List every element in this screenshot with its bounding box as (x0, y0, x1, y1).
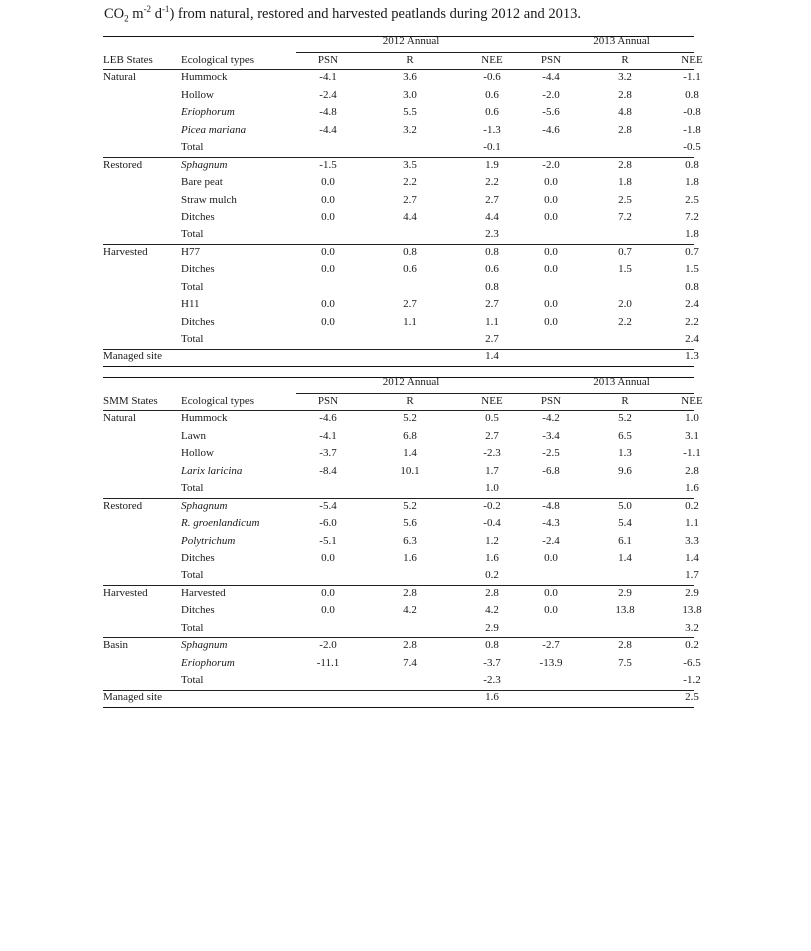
value-cell: 0.5 (485, 412, 499, 425)
value-cell: -4.3 (542, 517, 560, 530)
value-cell: 2.9 (685, 586, 699, 599)
ecological-type-cell: Ditches (181, 210, 215, 223)
state-cell: Restored (103, 158, 143, 171)
column-header: Ecological types (181, 54, 255, 66)
table-row (103, 567, 699, 584)
value-cell: 2.9 (485, 621, 499, 634)
state-cell: Basin (103, 639, 129, 652)
table-row (103, 515, 699, 532)
column-header: NEE (681, 395, 703, 407)
ecological-type-cell: Harvested (181, 586, 226, 599)
table-row (103, 157, 699, 174)
value-cell: -1.2 (683, 674, 701, 686)
value-cell: 7.2 (685, 210, 699, 223)
state-cell: Restored (103, 499, 143, 512)
value-cell: 2.3 (485, 228, 499, 241)
value-cell: 2.4 (685, 298, 699, 311)
table-row (103, 192, 699, 209)
value-cell: 2.2 (618, 315, 632, 328)
value-cell: 2.8 (403, 586, 417, 599)
value-cell: 1.8 (685, 176, 699, 189)
smm-flux-table (103, 376, 703, 707)
value-cell: 2.5 (685, 193, 699, 206)
column-header: PSN (317, 54, 339, 66)
ecological-type-cell: Sphagnum (181, 158, 228, 171)
value-cell: 5.6 (403, 517, 417, 530)
year-header-2012: 2012 Annual (382, 376, 440, 388)
value-cell: 0.0 (321, 263, 335, 276)
value-cell: -2.0 (542, 158, 560, 171)
value-cell: -2.4 (542, 534, 560, 547)
value-cell: 2.7 (485, 298, 499, 311)
ecological-type-cell: Ditches (181, 315, 215, 328)
value-cell: 3.2 (618, 71, 632, 84)
value-cell: 0.0 (321, 604, 335, 617)
table-row (103, 585, 699, 602)
ecological-type-cell: H11 (181, 298, 200, 311)
table-caption: $CO_2$ $m^{-2}$ $d^{-1}$) from natural, restored and harvested peatlands during 2012 and 2013. (104, 4, 581, 24)
value-cell: -2.7 (542, 639, 560, 652)
ecological-type-cell: Eriophorum (181, 106, 235, 119)
value-cell: -4.8 (542, 499, 560, 512)
table-bottom-rule (103, 366, 694, 367)
value-cell: 2.7 (485, 429, 499, 442)
value-cell: 1.7 (685, 569, 699, 582)
value-cell: 1.9 (485, 158, 499, 171)
value-cell: 7.5 (618, 656, 632, 669)
value-cell: 2.7 (485, 333, 499, 345)
value-cell: 6.1 (618, 534, 632, 547)
value-cell: -2.5 (542, 447, 560, 460)
value-cell: -0.4 (483, 517, 501, 530)
column-header-row (103, 52, 703, 69)
value-cell: 4.4 (403, 210, 417, 223)
column-header: NEE (481, 54, 503, 66)
value-cell: -13.9 (539, 656, 563, 669)
value-cell: 3.1 (685, 429, 699, 442)
value-cell: 2.7 (485, 193, 499, 206)
column-header: Ecological types (181, 395, 255, 407)
column-header: R (406, 395, 414, 407)
value-cell: 0.0 (544, 298, 558, 311)
column-header: R (406, 54, 414, 66)
ecological-type-cell: Total (181, 280, 204, 293)
ecological-type-cell: Total (181, 333, 204, 345)
value-cell: 0.8 (685, 280, 699, 293)
year-header-2012: 2012 Annual (382, 35, 440, 47)
value-cell: 1.8 (685, 228, 699, 241)
value-cell: 1.4 (685, 551, 699, 564)
value-cell: 1.3 (685, 350, 699, 363)
value-cell: 1.6 (403, 551, 417, 564)
ecological-type-cell: Lawn (181, 429, 207, 442)
value-cell: -5.6 (542, 106, 560, 119)
column-header: R (621, 395, 629, 407)
value-cell: 2.5 (618, 193, 632, 206)
value-cell: 0.0 (544, 551, 558, 564)
state-cell: Managed site (103, 350, 162, 363)
ecological-type-cell: Hummock (181, 71, 228, 84)
value-cell: -0.6 (483, 71, 501, 84)
table-row (103, 672, 701, 689)
value-cell: 5.4 (618, 517, 632, 530)
value-cell: 0.8 (485, 639, 499, 652)
value-cell: 2.8 (485, 586, 499, 599)
value-cell: 2.9 (618, 586, 632, 599)
ecological-type-cell: Picea mariana (181, 123, 247, 136)
value-cell: 0.0 (544, 586, 558, 599)
table-bottom-rule (103, 707, 694, 708)
column-header: LEB States (103, 54, 153, 66)
value-cell: -2.0 (542, 88, 560, 101)
value-cell: 7.4 (403, 656, 417, 669)
table-row (103, 261, 699, 278)
value-cell: 13.8 (682, 604, 702, 617)
value-cell: -0.2 (483, 499, 501, 512)
value-cell: 2.5 (685, 691, 699, 704)
value-cell: -2.3 (483, 447, 501, 460)
column-header: PSN (317, 395, 339, 407)
table-row (103, 498, 699, 515)
value-cell: -3.4 (542, 429, 560, 442)
value-cell: -6.0 (319, 517, 337, 530)
value-cell: 2.8 (685, 464, 699, 477)
value-cell: 0.0 (544, 263, 558, 276)
value-cell: 0.0 (544, 176, 558, 189)
ecological-type-cell: Hummock (181, 412, 228, 425)
table-row (103, 244, 699, 261)
value-cell: 3.2 (685, 621, 699, 634)
value-cell: 0.0 (321, 298, 335, 311)
value-cell: 3.0 (403, 88, 417, 101)
leb-flux-table (103, 35, 703, 366)
ecological-type-cell: Ditches (181, 263, 215, 276)
value-cell: -4.1 (319, 429, 337, 442)
value-cell: -4.6 (542, 123, 560, 136)
ecological-type-cell: Total (181, 228, 204, 241)
value-cell: 0.0 (321, 245, 335, 258)
value-cell: 1.5 (618, 263, 632, 276)
column-header: NEE (681, 54, 703, 66)
value-cell: 0.0 (544, 193, 558, 206)
table-row (103, 689, 699, 706)
ecological-type-cell: Total (181, 141, 204, 154)
value-cell: -4.1 (319, 71, 337, 84)
table-row (103, 279, 699, 296)
table-row (103, 480, 699, 497)
value-cell: 0.6 (485, 263, 499, 276)
value-cell: -0.5 (683, 141, 701, 154)
value-cell: 1.4 (403, 447, 417, 460)
state-cell: Harvested (103, 245, 148, 258)
value-cell: 1.4 (618, 551, 632, 564)
year-header-row (103, 36, 694, 52)
value-cell: 0.0 (544, 245, 558, 258)
value-cell: 0.8 (485, 280, 499, 293)
value-cell: 4.2 (403, 604, 417, 617)
value-cell: -0.8 (683, 106, 701, 119)
value-cell: 2.8 (618, 88, 632, 101)
value-cell: -5.4 (319, 499, 337, 512)
value-cell: -4.6 (319, 412, 337, 425)
value-cell: -1.1 (683, 447, 701, 460)
ecological-type-cell: Polytrichum (181, 534, 236, 547)
value-cell: 5.2 (403, 412, 417, 425)
column-header: PSN (540, 395, 562, 407)
table-row (103, 122, 701, 139)
value-cell: 9.6 (618, 464, 632, 477)
table-row (103, 348, 699, 365)
column-header: SMM States (103, 395, 158, 407)
value-cell: 0.8 (403, 245, 417, 258)
year-header-2013: 2013 Annual (593, 376, 650, 388)
value-cell: -4.2 (542, 412, 560, 425)
ecological-type-cell: Total (181, 482, 204, 495)
value-cell: 3.2 (403, 123, 417, 136)
value-cell: 2.7 (403, 193, 417, 206)
ecological-type-cell: Ditches (181, 551, 215, 564)
value-cell: 0.0 (544, 210, 558, 223)
value-cell: 1.4 (485, 350, 499, 363)
value-cell: -1.3 (483, 123, 501, 136)
value-cell: 4.2 (485, 604, 499, 617)
value-cell: 0.7 (618, 245, 632, 258)
ecological-type-cell: Total (181, 674, 204, 686)
ecological-type-cell: H77 (181, 245, 200, 258)
value-cell: 13.8 (615, 604, 635, 617)
ecological-type-cell: Total (181, 569, 204, 582)
value-cell: 1.1 (685, 517, 699, 530)
value-cell: 1.6 (685, 482, 699, 495)
value-cell: 0.7 (685, 245, 699, 258)
value-cell: -8.4 (319, 464, 337, 477)
value-cell: 0.8 (685, 158, 699, 171)
value-cell: 2.2 (403, 176, 417, 189)
value-cell: 0.0 (544, 604, 558, 617)
value-cell: 0.0 (544, 315, 558, 328)
value-cell: 3.5 (403, 158, 417, 171)
value-cell: -1.8 (683, 123, 701, 136)
table-row (103, 139, 701, 156)
column-header: PSN (540, 54, 562, 66)
table-row (103, 69, 701, 86)
state-cell: Natural (103, 71, 136, 84)
state-cell: Harvested (103, 586, 148, 599)
value-cell: 5.5 (403, 106, 417, 119)
table-row (103, 445, 701, 462)
table-row (103, 463, 699, 480)
table-row (103, 331, 699, 348)
value-cell: 0.0 (321, 586, 335, 599)
value-cell: -5.1 (319, 534, 337, 547)
value-cell: 5.2 (403, 499, 417, 512)
value-cell: 2.8 (618, 123, 632, 136)
value-cell: -6.5 (683, 656, 701, 669)
table-row (103, 209, 699, 226)
value-cell: 2.2 (485, 176, 499, 189)
value-cell: 5.0 (618, 499, 632, 512)
table-row (103, 87, 699, 104)
value-cell: -2.0 (319, 639, 337, 652)
value-cell: 2.2 (685, 315, 699, 328)
value-cell: 1.7 (485, 464, 499, 477)
ecological-type-cell: Total (181, 621, 204, 634)
value-cell: 0.0 (321, 551, 335, 564)
value-cell: -6.8 (542, 464, 560, 477)
value-cell: -2.3 (483, 674, 501, 686)
state-cell: Natural (103, 412, 136, 425)
value-cell: -3.7 (319, 447, 337, 460)
state-cell: Managed site (103, 691, 162, 704)
table-row (103, 104, 701, 121)
value-cell: 0.8 (685, 88, 699, 101)
value-cell: 1.5 (685, 263, 699, 276)
value-cell: 6.3 (403, 534, 417, 547)
value-cell: 6.5 (618, 429, 632, 442)
value-cell: 0.0 (321, 176, 335, 189)
table-row (103, 637, 699, 654)
column-header: R (621, 54, 629, 66)
ecological-type-cell: Sphagnum (181, 499, 228, 512)
value-cell: 0.0 (321, 193, 335, 206)
value-cell: 2.4 (685, 333, 699, 345)
ecological-type-cell: Ditches (181, 604, 215, 617)
table-row (103, 602, 702, 619)
ecological-type-cell: Straw mulch (181, 193, 237, 206)
table-row (103, 410, 699, 427)
value-cell: -4.4 (319, 123, 337, 136)
value-cell: 3.3 (685, 534, 699, 547)
year-header-2013: 2013 Annual (593, 35, 650, 47)
value-cell: 2.0 (618, 298, 632, 311)
table-row (103, 226, 699, 243)
value-cell: 0.0 (321, 315, 335, 328)
value-cell: 2.8 (403, 639, 417, 652)
value-cell: 0.0 (321, 210, 335, 223)
table-row (103, 550, 699, 567)
column-header: NEE (481, 395, 503, 407)
value-cell: 0.2 (685, 499, 699, 512)
value-cell: -1.1 (683, 71, 701, 84)
value-cell: -1.5 (319, 158, 337, 171)
table-row (103, 296, 699, 313)
value-cell: 0.6 (403, 263, 417, 276)
table-row (103, 620, 699, 637)
value-cell: 0.6 (485, 88, 499, 101)
value-cell: 2.8 (618, 158, 632, 171)
value-cell: 0.8 (485, 245, 499, 258)
value-cell: -4.4 (542, 71, 560, 84)
value-cell: -0.1 (483, 141, 501, 154)
value-cell: 1.1 (485, 315, 499, 328)
value-cell: 3.6 (403, 71, 417, 84)
value-cell: 2.7 (403, 298, 417, 311)
value-cell: 7.2 (618, 210, 632, 223)
ecological-type-cell: Bare peat (181, 176, 223, 189)
value-cell: -2.4 (319, 88, 337, 101)
ecological-type-cell: Larix laricina (181, 464, 243, 477)
value-cell: 10.1 (400, 464, 420, 477)
table-row (103, 174, 699, 191)
value-cell: 1.3 (618, 447, 632, 460)
value-cell: 0.2 (485, 569, 499, 582)
value-cell: -11.1 (316, 656, 340, 669)
value-cell: 1.1 (403, 315, 417, 328)
value-cell: 1.2 (485, 534, 499, 547)
value-cell: 1.6 (485, 691, 499, 704)
value-cell: 1.8 (618, 176, 632, 189)
ecological-type-cell: Hollow (181, 447, 214, 460)
value-cell: 5.2 (618, 412, 632, 425)
table-row (103, 655, 701, 672)
ecological-type-cell: Sphagnum (181, 639, 228, 652)
value-cell: 1.0 (685, 412, 699, 425)
table-row (103, 428, 699, 445)
value-cell: 0.6 (485, 106, 499, 119)
ecological-type-cell: Eriophorum (181, 656, 235, 669)
value-cell: 4.8 (618, 106, 632, 119)
value-cell: 4.4 (485, 210, 499, 223)
value-cell: 6.8 (403, 429, 417, 442)
value-cell: -4.8 (319, 106, 337, 119)
value-cell: 0.2 (685, 639, 699, 652)
column-header-row (103, 393, 703, 410)
value-cell: 1.0 (485, 482, 499, 495)
value-cell: -3.7 (483, 656, 501, 669)
ecological-type-cell: Hollow (181, 88, 214, 101)
year-header-row (103, 377, 694, 393)
ecological-type-cell: R. groenlandicum (181, 517, 260, 530)
value-cell: 2.8 (618, 639, 632, 652)
value-cell: 1.6 (485, 551, 499, 564)
table-row (103, 533, 699, 550)
table-row (103, 314, 699, 331)
